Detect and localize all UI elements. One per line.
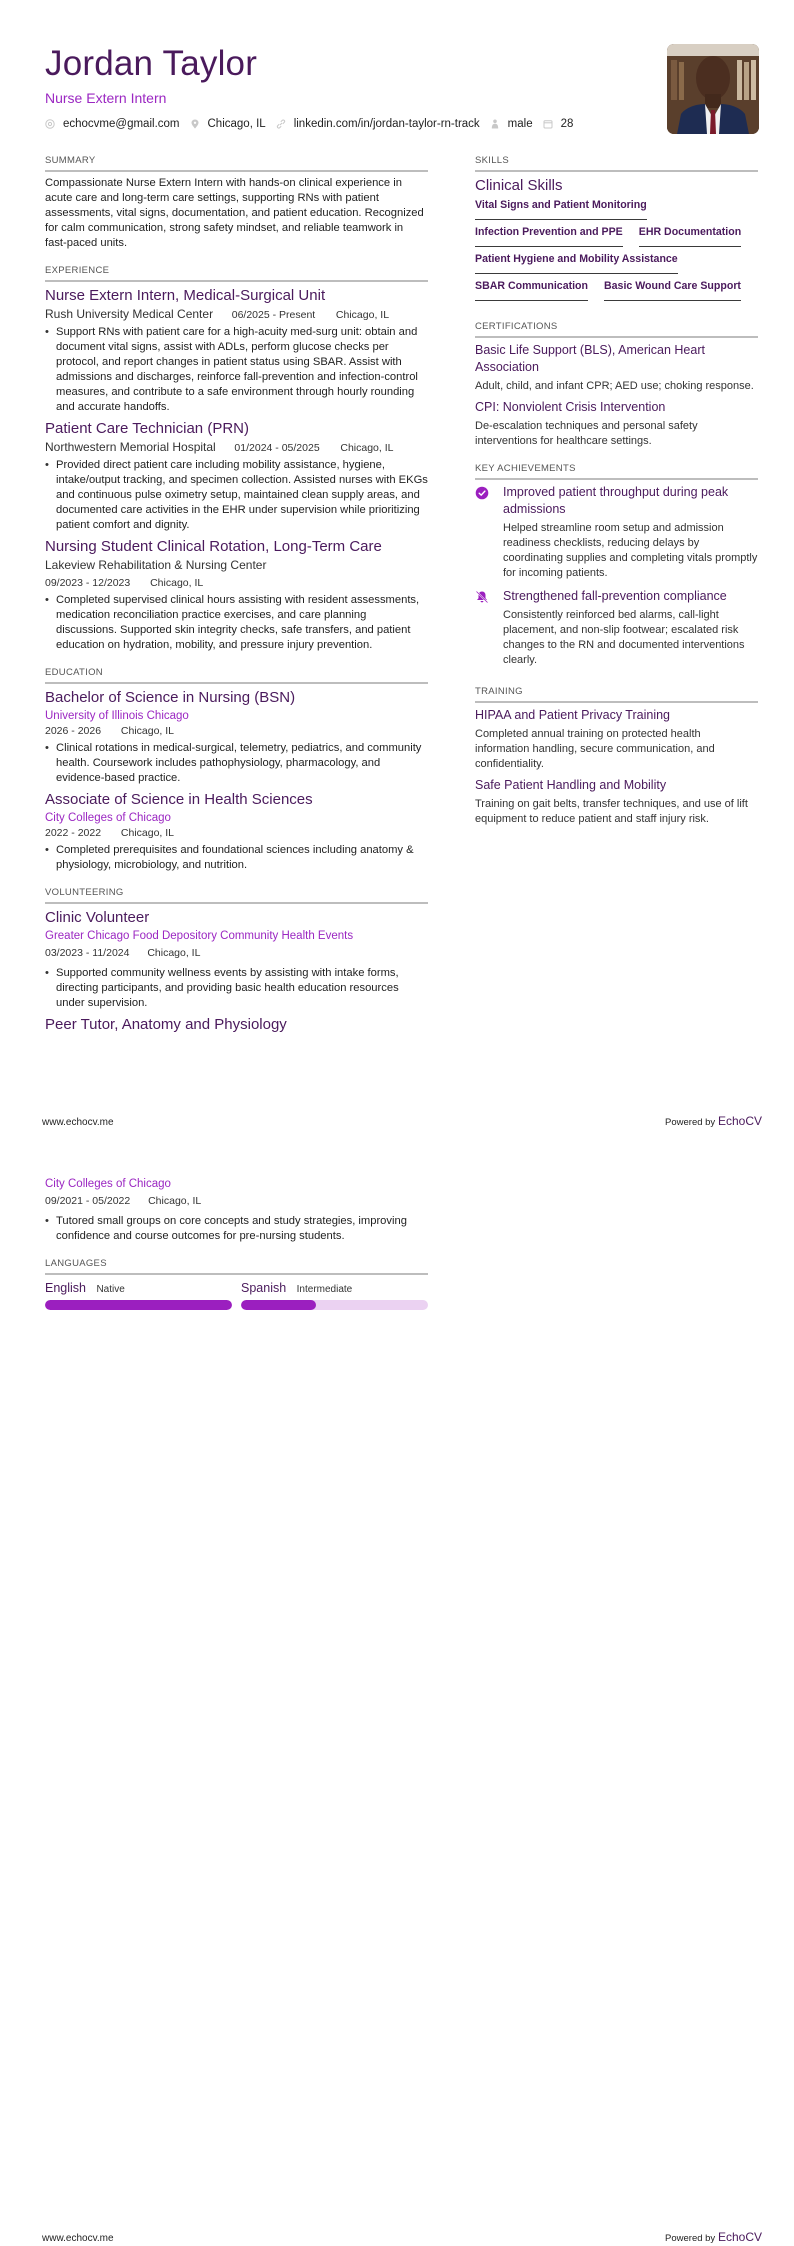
- volunteer-role: Clinic Volunteer: [45, 909, 150, 926]
- section-title: EXPERIENCE: [45, 265, 110, 276]
- certification-name: Basic Life Support (BLS), American Heart Association: [475, 343, 705, 374]
- language-proficiency-fill: [45, 1300, 232, 1310]
- brand-logo-text: EchoCV: [717, 1114, 762, 1128]
- contact-age: [543, 118, 574, 130]
- company-name: Lakeview Rehabilitation & Nursing Center: [45, 558, 267, 572]
- profile-photo: [667, 44, 759, 134]
- volunteer-org: City Colleges of Chicago: [45, 1178, 171, 1190]
- contact-linkedin[interactable]: [276, 118, 480, 130]
- bullet-item: • Tutored small groups on core concepts and study strategies, improving confidence and course outcomes for pre-nursing students.: [45, 1214, 428, 1244]
- achievement-item: [475, 484, 758, 585]
- language-level: Native: [96, 1284, 125, 1295]
- check-badge-icon: [475, 484, 493, 585]
- section-title: CERTIFICATIONS: [475, 321, 558, 332]
- section-title: SKILLS: [475, 155, 510, 166]
- achievement-desc: Consistently reinforced bed alarms, call-light placement, and non-slip footwear; escalated risk changes to the RN and documented interventions clearly.: [503, 609, 745, 666]
- education-location: Chicago, IL: [120, 827, 175, 839]
- contact-row: [45, 118, 745, 130]
- footer-powered-by: [665, 1114, 762, 1128]
- education-section: [45, 667, 428, 873]
- section-title: VOLUNTEERING: [45, 887, 124, 898]
- gender-text: male: [507, 118, 533, 130]
- experience-section: [45, 265, 428, 653]
- volunteer-bullets: [45, 1214, 428, 1244]
- bullet-item: • Completed supervised clinical hours assisting with resident assessments, medication reconciliation practice exercises, and care planning discussions. Supported skin integrity checks, safe transfers, and patient education on hydration, mobility, and pressure injury prevention.: [45, 593, 428, 653]
- job-location: Chicago, IL: [335, 309, 390, 321]
- location-pin-icon: [190, 119, 200, 129]
- skill-tag: Basic Wound Care Support: [604, 280, 741, 301]
- education-meta-row: [45, 826, 428, 841]
- section-divider: [45, 682, 428, 684]
- section-divider: [45, 280, 428, 282]
- school-name: University of Illinois Chicago: [45, 710, 189, 722]
- skill-tag: Patient Hygiene and Mobility Assistance: [475, 253, 678, 274]
- volunteer-location: Chicago, IL: [148, 1195, 202, 1207]
- volunteer-dates: 03/2023 - 11/2024: [45, 947, 130, 959]
- volunteer-org: Greater Chicago Food Depository Community Health Events: [45, 930, 354, 942]
- bullet-item: • Completed prerequisites and foundational sciences including anatomy & physiology, microbiology, and nutrition.: [45, 843, 428, 873]
- section-divider: [475, 170, 758, 172]
- experience-entry: [45, 537, 428, 653]
- section-divider: [45, 1273, 428, 1275]
- job-title: Nurse Extern Intern, Medical-Surgical Unit: [45, 287, 326, 304]
- achievement-title: Improved patient throughput during peak admissions: [503, 485, 729, 516]
- linkedin-text: linkedin.com/in/jordan-taylor-rn-track: [293, 118, 480, 130]
- job-title: Patient Care Technician (PRN): [45, 420, 249, 437]
- section-divider: [475, 701, 758, 703]
- training-section: [475, 686, 758, 827]
- page-footer: [42, 1114, 762, 1128]
- job-meta-row: [45, 576, 428, 591]
- volunteering-entry: [45, 908, 428, 1011]
- section-divider: [475, 478, 758, 480]
- candidate-role: Nurse Extern Intern: [45, 90, 167, 106]
- at-icon: [45, 119, 55, 129]
- volunteer-role: Peer Tutor, Anatomy and Physiology: [45, 1016, 287, 1033]
- location-text: Chicago, IL: [207, 118, 266, 130]
- bullet-item: • Clinical rotations in medical-surgical, telemetry, pediatrics, and community health. Coursework includes pathophysiology, pharmacology, and evidence-based practice.: [45, 741, 428, 786]
- training-name: Safe Patient Handling and Mobility: [475, 778, 667, 792]
- job-bullets: [45, 458, 428, 533]
- certifications-section: [475, 321, 758, 449]
- resume-page-2: [0, 1150, 794, 2246]
- volunteering-section: [45, 887, 428, 1035]
- school-name: City Colleges of Chicago: [45, 812, 171, 824]
- brand-logo-text: EchoCV: [717, 2230, 762, 2244]
- certification-desc: De-escalation techniques and personal safety interventions for healthcare settings.: [475, 420, 698, 447]
- summary-text: Compassionate Nurse Extern Intern with hands-on clinical experience in acute care and long-term care settings, supporting RNs with patient assessments, vital signs, documentation, and patient education. Recognized for calm communication, strong safety mindset, and reliable teamwork in fast-paced units.: [45, 177, 424, 249]
- candidate-name: Jordan Taylor: [45, 44, 258, 83]
- page-footer: [42, 2230, 762, 2244]
- volunteer-meta-row: [45, 1194, 428, 1209]
- volunteering-entry: [45, 1015, 428, 1035]
- achievement-title: Strengthened fall-prevention compliance: [503, 589, 727, 603]
- degree-title: Associate of Science in Health Sciences: [45, 791, 313, 808]
- job-bullets: [45, 593, 428, 653]
- section-title: SUMMARY: [45, 155, 96, 166]
- education-dates: 2026 - 2026: [45, 725, 102, 737]
- training-name: HIPAA and Patient Privacy Training: [475, 708, 671, 722]
- bell-slash-icon: [475, 588, 493, 672]
- company-name: Rush University Medical Center: [45, 307, 214, 321]
- job-dates: 01/2024 - 05/2025: [234, 442, 320, 454]
- summary-section: [45, 155, 428, 251]
- age-text: 28: [560, 118, 574, 130]
- footer-website-link[interactable]: www.echocv.me: [42, 1117, 114, 1128]
- achievement-item: [475, 588, 758, 672]
- language-name: Spanish: [241, 1281, 287, 1295]
- section-divider: [45, 170, 428, 172]
- education-bullets: [45, 843, 428, 873]
- education-entry: [45, 688, 428, 786]
- job-bullets: [45, 325, 428, 415]
- skill-tags: [475, 199, 758, 307]
- calendar-icon: [543, 119, 553, 129]
- footer-powered-by: [665, 2230, 762, 2244]
- education-location: Chicago, IL: [120, 725, 175, 737]
- skill-group-title: Clinical Skills: [475, 177, 563, 194]
- job-dates: 09/2023 - 12/2023: [45, 577, 131, 589]
- email-text: echocvme@gmail.com: [63, 118, 180, 130]
- language-name: English: [45, 1281, 86, 1295]
- language-proficiency-bar: [45, 1300, 232, 1310]
- education-entry: [45, 790, 428, 873]
- education-dates: 2022 - 2022: [45, 827, 102, 839]
- right-column: [475, 155, 758, 841]
- skill-tag: SBAR Communication: [475, 280, 588, 301]
- experience-entry: [45, 419, 428, 533]
- job-title: Nursing Student Clinical Rotation, Long-Term Care: [45, 538, 382, 555]
- bullet-item: • Supported community wellness events by assisting with intake forms, directing participants, and providing basic health education resources under supervision.: [45, 966, 428, 1011]
- experience-entry: [45, 286, 428, 415]
- section-title: TRAINING: [475, 686, 523, 697]
- footer-website-link[interactable]: www.echocv.me: [42, 2233, 114, 2244]
- degree-title: Bachelor of Science in Nursing (BSN): [45, 689, 296, 706]
- company-name: Northwestern Memorial Hospital: [45, 440, 216, 454]
- training-desc: Completed annual training on protected health information handling, secure communication, and confidentiality.: [475, 728, 715, 770]
- bullet-item: • Provided direct patient care including mobility assistance, hygiene, intake/output tracking, and specimen collection. Assisted nurses with EKGs and continuous pulse oximetry setup, maintained clean supply areas, and documented care activities in the EHR under supervision while prioritizing patient comfort and dignity.: [45, 458, 428, 533]
- contact-gender: [490, 118, 533, 130]
- volunteer-location: Chicago, IL: [147, 947, 201, 959]
- person-icon: [490, 119, 500, 129]
- language-level: Intermediate: [296, 1284, 353, 1295]
- contact-location: [190, 118, 266, 130]
- education-bullets: [45, 741, 428, 786]
- left-column: [45, 155, 428, 1049]
- certification-desc: Adult, child, and infant CPR; AED use; choking response.: [475, 380, 754, 392]
- section-title: EDUCATION: [45, 667, 103, 678]
- skills-section: [475, 155, 758, 307]
- training-desc: Training on gait belts, transfer techniques, and use of lift equipment to reduce patient and staff injury risk.: [475, 798, 748, 825]
- language-proficiency-bar: [241, 1300, 428, 1310]
- volunteer-bullets: [45, 966, 428, 1011]
- left-column-continued: [45, 1176, 428, 1324]
- achievements-section: [475, 463, 758, 672]
- section-divider: [475, 336, 758, 338]
- job-meta-row: [45, 306, 428, 323]
- skill-tag: Infection Prevention and PPE: [475, 226, 623, 247]
- education-meta-row: [45, 724, 428, 739]
- language-list: [45, 1279, 428, 1310]
- language-proficiency-fill: [241, 1300, 316, 1310]
- powered-by-label: Powered by: [665, 2233, 716, 2244]
- job-location: Chicago, IL: [340, 442, 394, 454]
- certification-name: CPI: Nonviolent Crisis Intervention: [475, 400, 666, 414]
- volunteer-dates: 09/2021 - 05/2022: [45, 1195, 131, 1207]
- achievement-desc: Helped streamline room setup and admission readiness checklists, reducing delays by coordinating supplies and completing vitals promptly for incoming patients.: [503, 522, 758, 579]
- languages-section: [45, 1258, 428, 1310]
- language-item: [241, 1279, 428, 1310]
- bullet-item: • Support RNs with patient care for a high-acuity med-surg unit: obtain and document vital signs, assist with ADLs, perform glucose checks per protocol, and report changes in patient status using SBAR. Assist with admissions and discharges, reinforce fall-prevention and infection-control measures, and contribute to a safe environment through hourly rounding and accurate handoffs.: [45, 325, 428, 415]
- job-location: Chicago, IL: [150, 577, 204, 589]
- section-divider: [45, 902, 428, 904]
- link-icon: [276, 119, 286, 129]
- section-title: KEY ACHIEVEMENTS: [475, 463, 576, 474]
- volunteer-meta-row: [45, 946, 428, 961]
- section-title: LANGUAGES: [45, 1258, 107, 1269]
- contact-email[interactable]: [45, 118, 180, 130]
- language-item: [45, 1279, 232, 1310]
- job-meta-row: [45, 439, 428, 456]
- resume-header: [45, 44, 745, 130]
- skill-tag: EHR Documentation: [639, 226, 741, 247]
- powered-by-label: Powered by: [665, 1117, 716, 1128]
- volunteering-entry-continued: [45, 1176, 428, 1244]
- skill-tag: Vital Signs and Patient Monitoring: [475, 199, 647, 220]
- job-dates: 06/2025 - Present: [231, 309, 316, 321]
